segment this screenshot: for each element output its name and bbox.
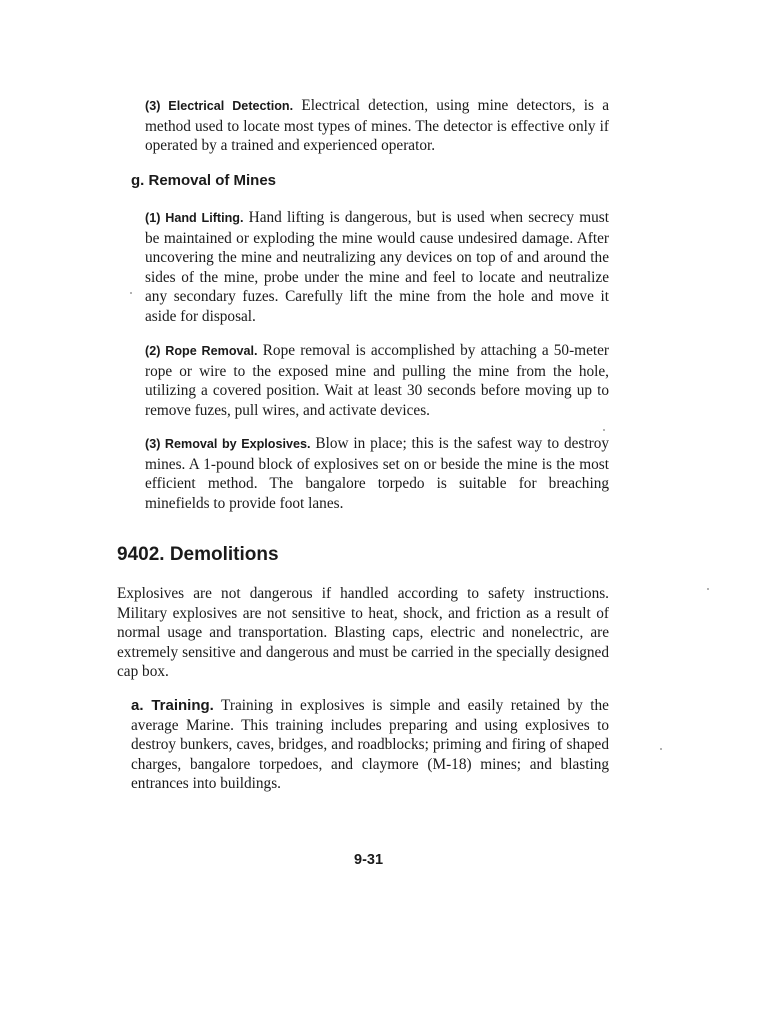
run-in-heading-rope-removal: (2) Rope Removal. — [145, 344, 258, 358]
scan-speck — [603, 429, 605, 431]
run-in-heading-electrical-detection: (3) Electrical Detection. — [145, 99, 294, 113]
section-heading-demolitions: 9402. Demolitions — [117, 544, 279, 565]
scan-speck — [130, 292, 132, 294]
page-number: 9-31 — [354, 852, 384, 868]
text-training: Training in explosives is simple and easily retained by the average Marine. This training includes preparing and using explosives to destroy bunkers, caves, bridges, and roadblocks; priming and firing of shaped charges, bangalore torpedoes, and claymore (M-18) mines; and blasting entrances into buildings. — [131, 697, 609, 792]
scan-speck — [707, 588, 709, 590]
text-removal-by-explosives: Blow in place; this is the safest way to destroy mines. A 1-pound block of explosives set on or beside the mine is the most efficient method. The bangalore torpedo is suitable for breaching minefields to provide foot lanes. — [145, 435, 609, 512]
text-hand-lifting: Hand lifting is dangerous, but is used when secrecy must be maintained or exploding the mine would cause undesired damage. After uncovering the mine and neutralizing any devices on top of and around the sides of the mine, probe under the mine and feel to locate and neutralize any secondary fuzes. Carefully lift the mine from the hole and move it aside for disposal. — [145, 209, 609, 325]
subheading-removal-of-mines: g. Removal of Mines — [131, 172, 277, 189]
text-rope-removal: Rope removal is accomplished by attaching a 50-meter rope or wire to the exposed mine and pulling the mine from the hole, utilizing a covered position. Wait at least 30 seconds before moving up to remove fuzes, pull wires, and activate devices. — [145, 342, 609, 419]
text-electrical-detection: Electrical detection, using mine detectors, is a method used to locate most types of mines. The detector is effective only if operated by a trained and experienced operator. — [145, 97, 609, 154]
paragraph-electrical-detection — [145, 96, 609, 156]
paragraph-rope-removal — [145, 341, 609, 420]
scan-speck — [660, 748, 662, 750]
paragraph-demolitions-intro — [117, 584, 609, 682]
run-in-heading-training: a. Training. — [131, 697, 214, 714]
paragraph-hand-lifting — [145, 208, 609, 326]
paragraph-removal-by-explosives — [145, 434, 609, 513]
paragraph-training — [131, 696, 609, 794]
run-in-heading-removal-by-explosives: (3) Removal by Explosives. — [145, 437, 311, 451]
run-in-heading-hand-lifting: (1) Hand Lifting. — [145, 211, 244, 225]
text-demolitions-intro: Explosives are not dangerous if handled according to safety instructions. Military explosives are not sensitive to heat, shock, and friction as a result of normal usage and transportation. Blasting caps, electric and nonelectric, are extremely sensitive and dangerous and must be carried in the specially designed cap box. — [117, 585, 609, 680]
